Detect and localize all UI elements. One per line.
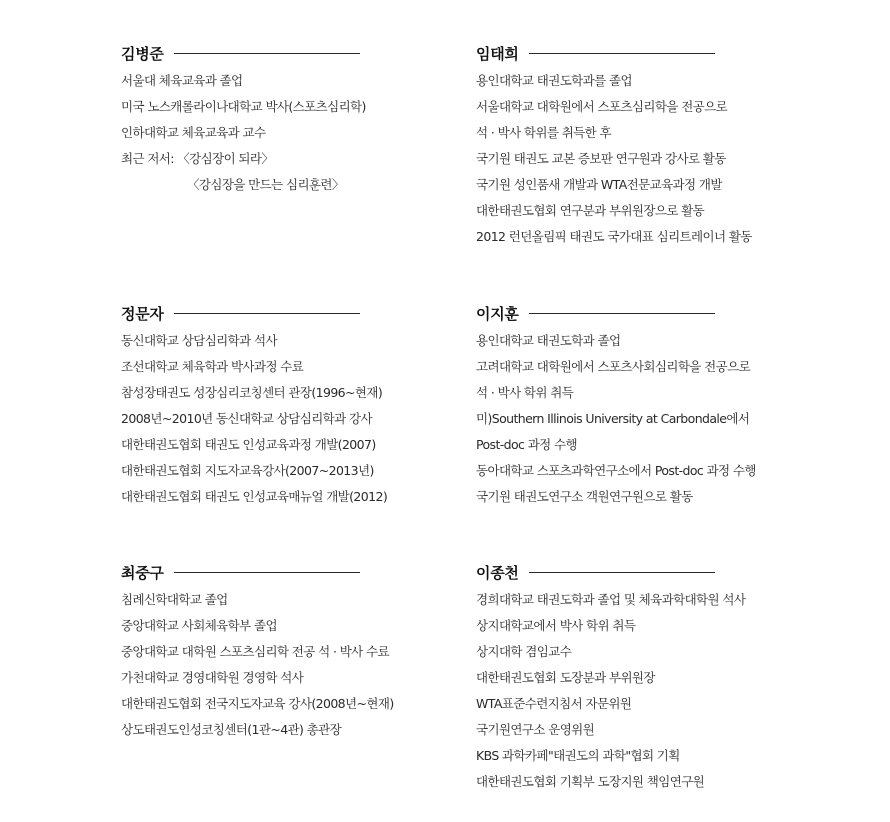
author-block-jung-moonja [121, 302, 387, 510]
bio-line: 미)Southern Illinois University at Carbondale에서 [476, 411, 750, 426]
bio-line: 대한태권도협회 태권도 인성교육매뉴얼 개발(2012) [121, 489, 388, 504]
bio-line: 중앙대학교 사회체육학부 졸업 [121, 618, 277, 633]
heading-rule [174, 313, 360, 314]
author-block-lee-jongcheon [476, 561, 745, 795]
author-block-lee-jihoon [476, 302, 756, 510]
heading-rule [529, 572, 715, 573]
heading-rule [174, 572, 360, 573]
bio-line: 조선대학교 체육학과 박사과정 수료 [121, 359, 304, 374]
bio-line: 대한태권도협회 태권도 인성교육과정 개발(2007) [121, 437, 376, 452]
bio-line: 대한태권도협회 전국지도자교육 강사(2008년~현재) [121, 696, 394, 711]
bio-line: 참성장태권도 성장심리코칭센터 관장(1996~현재) [121, 385, 383, 400]
heading-rule [529, 313, 715, 314]
bio-line: 국기원 성인품새 개발과 WTA전문교육과정 개발 [476, 177, 722, 192]
bio-line: 상지대학 겸임교수 [476, 644, 572, 659]
author-name: 이종천 [476, 563, 519, 582]
author-bio-list [121, 587, 394, 743]
author-heading [476, 561, 745, 583]
bio-line: 최근 저서: 〈강심장이 되라〉 [121, 151, 274, 166]
heading-rule [174, 53, 360, 54]
bio-line: 용인대학교 태권도학과 졸업 [476, 333, 621, 348]
author-heading [476, 302, 756, 324]
author-name: 김병준 [121, 44, 164, 63]
author-block-choi-junggu [121, 561, 394, 743]
bio-line: 침례신학대학교 졸업 [121, 592, 228, 607]
bio-line: 서울대학교 대학원에서 스포츠심리학을 전공으로 [476, 99, 728, 114]
bio-line: KBS 과학카페"태권도의 과학"협회 기획 [476, 748, 680, 763]
author-name: 정문자 [121, 304, 164, 323]
bio-line: 〈강심장을 만드는 심리훈련〉 [187, 177, 344, 192]
bio-line: 대한태권도협회 도장분과 부위원장 [476, 670, 655, 685]
bio-line: 국기원연구소 운영위원 [476, 722, 595, 737]
bio-line: Post-doc 과정 수행 [476, 437, 577, 452]
author-bio-list [121, 328, 387, 510]
bio-line: 서울대 체육교육과 졸업 [121, 73, 243, 88]
author-bio-list [476, 587, 745, 795]
bio-line: 용인대학교 태권도학과를 졸업 [476, 73, 632, 88]
author-block-kim-byungjun [121, 42, 366, 198]
author-bio-list [121, 68, 366, 198]
bio-line: 동아대학교 스포츠과학연구소에서 Post-doc 과정 수행 [476, 463, 756, 478]
bio-line: 국기원 태권도연구소 객원연구원으로 활동 [476, 489, 693, 504]
author-block-lim-taehee [476, 42, 752, 250]
author-heading [121, 561, 394, 583]
bio-line: 가천대학교 경영대학원 경영학 석사 [121, 670, 304, 685]
author-name: 임태희 [476, 44, 519, 63]
bio-line: 대한태권도협회 기획부 도장지원 책임연구원 [476, 774, 705, 789]
bio-line: 경희대학교 태권도학과 졸업 및 체육과학대학원 석사 [476, 592, 746, 607]
bio-line: 중앙대학교 대학원 스포츠심리학 전공 석 · 박사 수료 [121, 644, 389, 659]
bio-line: 석 · 박사 학위 취득 [476, 385, 574, 400]
bio-line: 인하대학교 체육교육과 교수 [121, 125, 266, 140]
bio-line: 상도태권도인성코칭센터(1관~4관) 총관장 [121, 722, 342, 737]
bio-line: 상지대학교에서 박사 학위 취득 [476, 618, 636, 633]
author-bio-list [476, 68, 752, 250]
bio-line: 고려대학교 대학원에서 스포츠사회심리학을 전공으로 [476, 359, 751, 374]
bio-line: WTA표준수련지침서 자문위원 [476, 696, 632, 711]
author-name: 최중구 [121, 563, 164, 582]
author-heading [121, 302, 387, 324]
bio-line: 석 · 박사 학위를 취득한 후 [476, 125, 611, 140]
bio-line: 국기원 태권도 교본 증보판 연구원과 강사로 활동 [476, 151, 726, 166]
bio-line: 2008년~2010년 동신대학교 상담심리학과 강사 [121, 411, 372, 426]
author-heading [476, 42, 752, 64]
bio-line: 미국 노스캐롤라이나대학교 박사(스포츠심리학) [121, 99, 366, 114]
bio-line: 2012 런던올림픽 태권도 국가대표 심리트레이너 활동 [476, 229, 752, 244]
bio-line: 대한태권도협회 지도자교육강사(2007~2013년) [121, 463, 374, 478]
author-bio-list [476, 328, 756, 510]
bio-line: 대한태권도협회 연구분과 부위원장으로 활동 [476, 203, 705, 218]
heading-rule [529, 53, 715, 54]
author-name: 이지훈 [476, 304, 519, 323]
author-heading [121, 42, 366, 64]
bio-line: 동신대학교 상담심리학과 석사 [121, 333, 277, 348]
